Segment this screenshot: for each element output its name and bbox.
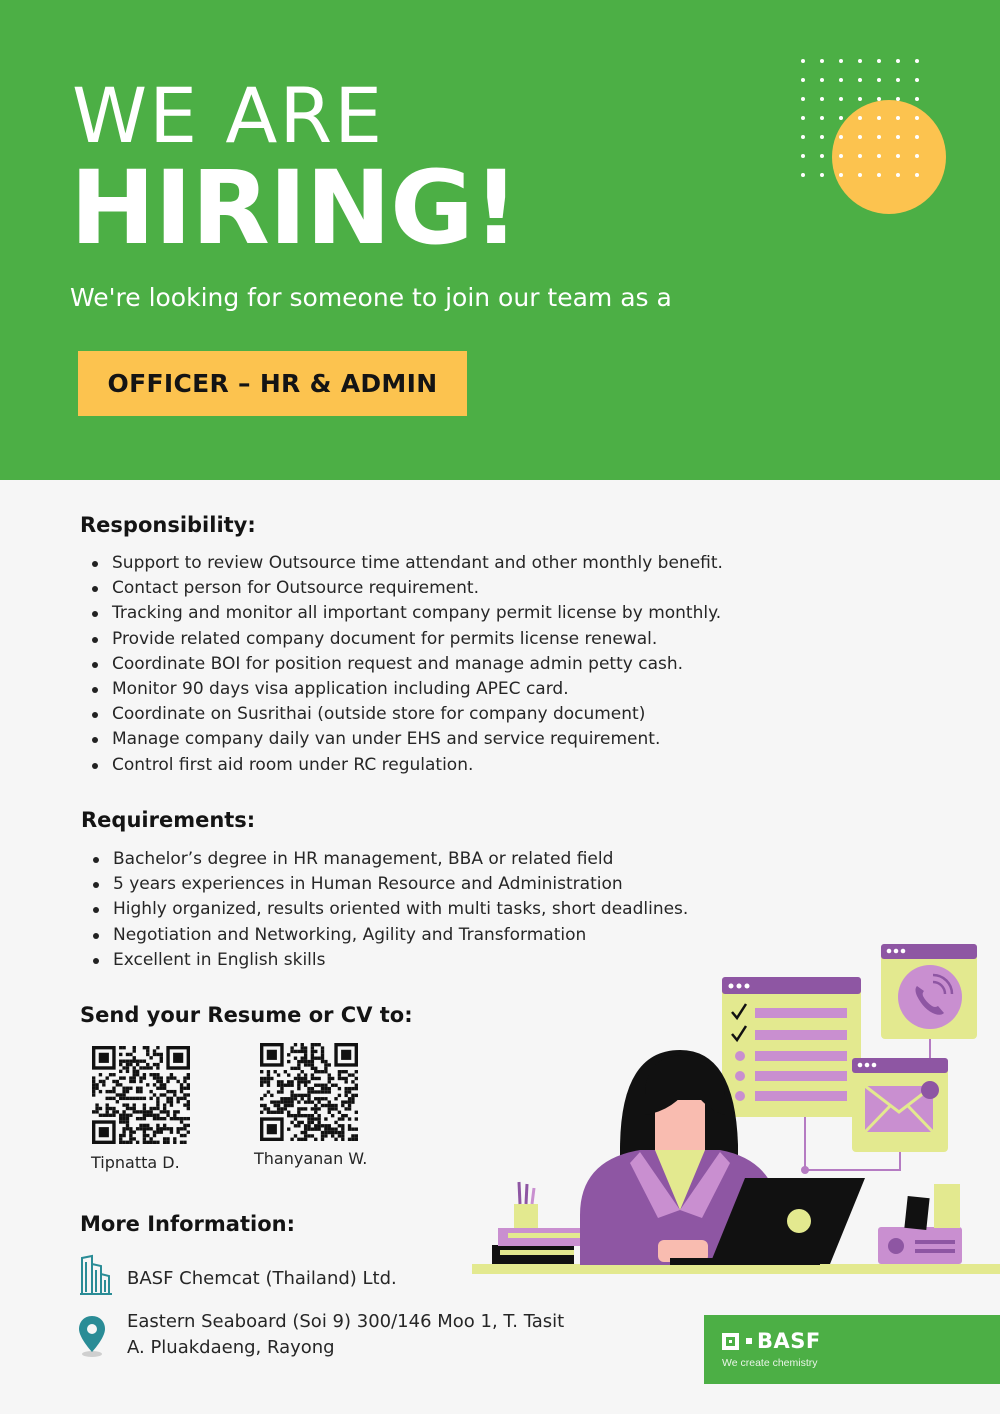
logo-square: [722, 1333, 739, 1350]
decorative-dot: [801, 78, 805, 82]
decorative-dot: [820, 116, 824, 120]
decorative-dot: [801, 173, 805, 177]
building-icon: [80, 1254, 112, 1296]
decorative-dot: [839, 97, 843, 101]
list-item: 5 years experiences in Human Resource and Administration: [83, 872, 688, 897]
decorative-dot: [858, 154, 862, 158]
mail-window: [852, 1058, 948, 1152]
decorative-dot: [858, 78, 862, 82]
decorative-dot: [915, 116, 919, 120]
list-item: Tracking and monitor all important company permit license by monthly.: [82, 601, 723, 626]
decorative-dot: [801, 59, 805, 63]
decorative-dot: [858, 173, 862, 177]
list-item: Provide related company document for permits license renewal.: [82, 627, 723, 652]
checklist-window: [722, 977, 861, 1117]
decorative-dot: [915, 97, 919, 101]
qr-label-thanyanan: Thanyanan W.: [254, 1149, 368, 1168]
decorative-dot: [896, 173, 900, 177]
requirements-title: Requirements:: [81, 808, 256, 832]
qr-code-thanyanan[interactable]: [260, 1043, 358, 1141]
decorative-dot: [858, 135, 862, 139]
position-title: OFFICER – HR & ADMIN: [107, 369, 438, 398]
decorative-dot: [877, 173, 881, 177]
list-item: Manage company daily van under EHS and service requirement.: [82, 727, 723, 752]
address-line-1: Eastern Seaboard (Soi 9) 300/146 Moo 1, T. Tasit: [127, 1311, 565, 1332]
headline-top: WE ARE: [72, 71, 385, 160]
decorative-dot: [877, 116, 881, 120]
decorative-dot: [877, 78, 881, 82]
decorative-dot: [858, 116, 862, 120]
brand-slogan: We create chemistry: [722, 1357, 818, 1369]
qr-label-tipnatta: Tipnatta D.: [91, 1153, 180, 1172]
company-name: BASF Chemcat (Thailand) Ltd.: [127, 1268, 397, 1289]
responsibility-title: Responsibility:: [80, 513, 256, 537]
brand-block: [704, 1315, 1000, 1384]
phone-window: [881, 944, 977, 1039]
decorative-dot: [896, 78, 900, 82]
list-item: Excellent in English skills: [83, 948, 688, 973]
list-item: Contact person for Outsource requirement.: [82, 576, 723, 601]
list-item: Coordinate on Susrithai (outside store for company document): [82, 702, 723, 727]
decorative-dot: [820, 154, 824, 158]
decorative-dot: [820, 135, 824, 139]
decorative-dot: [820, 97, 824, 101]
decorative-dot: [915, 135, 919, 139]
decorative-dot: [896, 135, 900, 139]
decorative-dot: [915, 59, 919, 63]
address-line-2: A. Pluakdaeng, Rayong: [127, 1337, 335, 1358]
decorative-dot: [839, 116, 843, 120]
decorative-dot: [801, 116, 805, 120]
responsibility-list: [82, 551, 723, 778]
decorative-dot: [839, 59, 843, 63]
hero-banner: [0, 0, 1000, 480]
decorative-dot: [801, 135, 805, 139]
position-badge: [78, 351, 467, 416]
brand-name: BASF: [757, 1329, 821, 1353]
list-item: Negotiation and Networking, Agility and Transformation: [83, 923, 688, 948]
list-item: Support to review Outsource time attendant and other monthly benefit.: [82, 551, 723, 576]
list-item: Highly organized, results oriented with multi tasks, short deadlines.: [83, 897, 688, 922]
logo-dot: [746, 1338, 752, 1344]
decorative-dot: [877, 154, 881, 158]
decorative-dot: [839, 173, 843, 177]
decorative-dot: [896, 59, 900, 63]
decorative-dot: [877, 59, 881, 63]
decorative-dot: [820, 59, 824, 63]
decorative-dot: [858, 97, 862, 101]
decorative-dot: [839, 135, 843, 139]
list-item: Bachelor’s degree in HR management, BBA or related field: [83, 847, 688, 872]
headline-main: HIRING!: [70, 149, 519, 268]
tagline: We're looking for someone to join our team as a: [70, 283, 672, 312]
decorative-dot: [915, 154, 919, 158]
decorative-dot: [820, 173, 824, 177]
decorative-dot: [915, 173, 919, 177]
qr-code-tipnatta[interactable]: [92, 1046, 190, 1144]
list-item: Coordinate BOI for position request and manage admin petty cash.: [82, 652, 723, 677]
decorative-dot: [839, 154, 843, 158]
decorative-dot: [801, 97, 805, 101]
decorative-dot: [877, 135, 881, 139]
decorative-dot: [820, 78, 824, 82]
decorative-dot: [896, 97, 900, 101]
list-item: Control first aid room under RC regulation.: [82, 753, 723, 778]
decorative-dot: [858, 59, 862, 63]
decorative-dot: [877, 97, 881, 101]
send-cv-title: Send your Resume or CV to:: [80, 1003, 413, 1027]
decorative-dot: [801, 154, 805, 158]
decorative-dot: [896, 154, 900, 158]
more-info-title: More Information:: [80, 1212, 295, 1236]
office-worker-illustration: [470, 940, 1000, 1280]
location-pin-icon: [78, 1314, 106, 1358]
decorative-dot: [839, 78, 843, 82]
list-item: Monitor 90 days visa application including APEC card.: [82, 677, 723, 702]
decorative-dot: [915, 78, 919, 82]
basf-logo: [722, 1329, 821, 1353]
decorative-dots: [798, 56, 928, 186]
decorative-dot: [896, 116, 900, 120]
